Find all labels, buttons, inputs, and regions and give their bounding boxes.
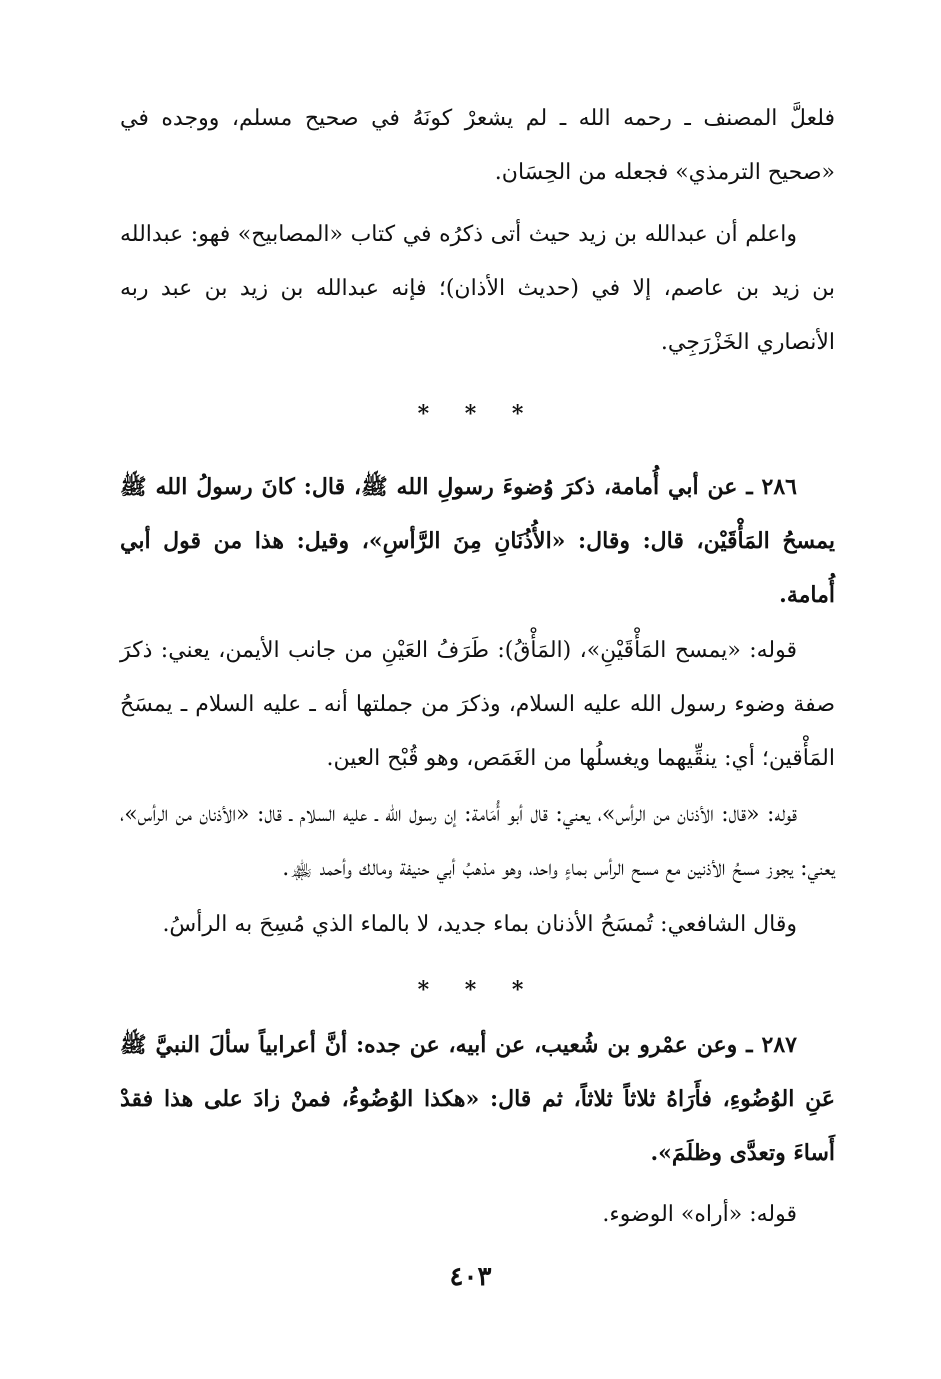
hadith-287: ٢٨٧ ـ وعن عمْرو بن شُعيب، عن أبيه، عن جده: أنَّ أعرابياً سألَ النبيَّ ﷺ عَنِ الوُضُوءِ، فأَرَاهُ ثلاثاً ثلاثاً، ثم قال: «هكذا الوُضُوءُ، فمنْ زادَ على هذا فقدْ أَساءَ وتعدَّى وظلَمَ». [120,1032,835,1166]
commentary-shafii: وقال الشافعي: تُمسَحُ الأذنان بماء جديد، لا بالماء الذي مُسِحَ به الرأسُ. [162,912,797,937]
hadith-286: ٢٨٦ ـ عن أبي أُمامة، ذكرَ وُضوءَ رسولِ الله ﷺ، قال: كانَ رسولُ الله ﷺ يمسحُ المَأْقَيْن، قال: وقال: «الأُذُنَانِ مِنَ الرَّأسِ»، وقيل: هذا من قول أبي أُمامة. [120,474,835,608]
commentary-ears: قوله: «قال: الأذنان من الرأس»، يعني: قال أبو أُمَامة: إن رسول الله ـ عليه السلام ـ قال: «الأذنان من الرأس»، يعني: يجوز مسحُ الأذنين مع مسح الرأس بماءٍ واحد، وهو مذهبُ أبي حنيفة ومالك وأحمد ﵏. [120,802,835,881]
paragraph-continuation: فلعلَّ المصنف ـ رحمه الله ـ لم يشعرْ كونَهُ في صحيح مسلم، ووجده في «صحيح الترمذي» فجعله من الحِسَان. [120,106,835,185]
page-number: ٤٠٣ [449,1262,492,1292]
page-body [120,92,835,1242]
paragraph-note-abdullah: واعلم أن عبدالله بن زيد حيث أتى ذكرُه في كتاب «المصابيح» فهو: عبدالله بن زيد بن عاصم، إلا في (حديث الأذان)؛ فإنه عبدالله بن زيد بن عبد ربه الأنصاري الخَزْرَجِي. [120,222,835,355]
commentary-maqayn: قوله: «يمسح المَأْقَيْنِ»، (المَأْقُ): طَرَفُ العَيْنِ من جانب الأيمن، يعني: ذكرَ صفة وضوء رسول الله عليه السلام، وذكرَ من جملتها أنه ـ عليه السلام ـ يمسَحُ المَأْقين؛ أي: ينقِّيهما ويغسلُها من الغَمَص، وهو قُبْح العين. [120,638,835,771]
section-divider: * * * [417,401,538,427]
section-divider: * * * [417,977,538,1003]
commentary-arahu: قوله: «أراه» الوضوء. [602,1202,797,1227]
